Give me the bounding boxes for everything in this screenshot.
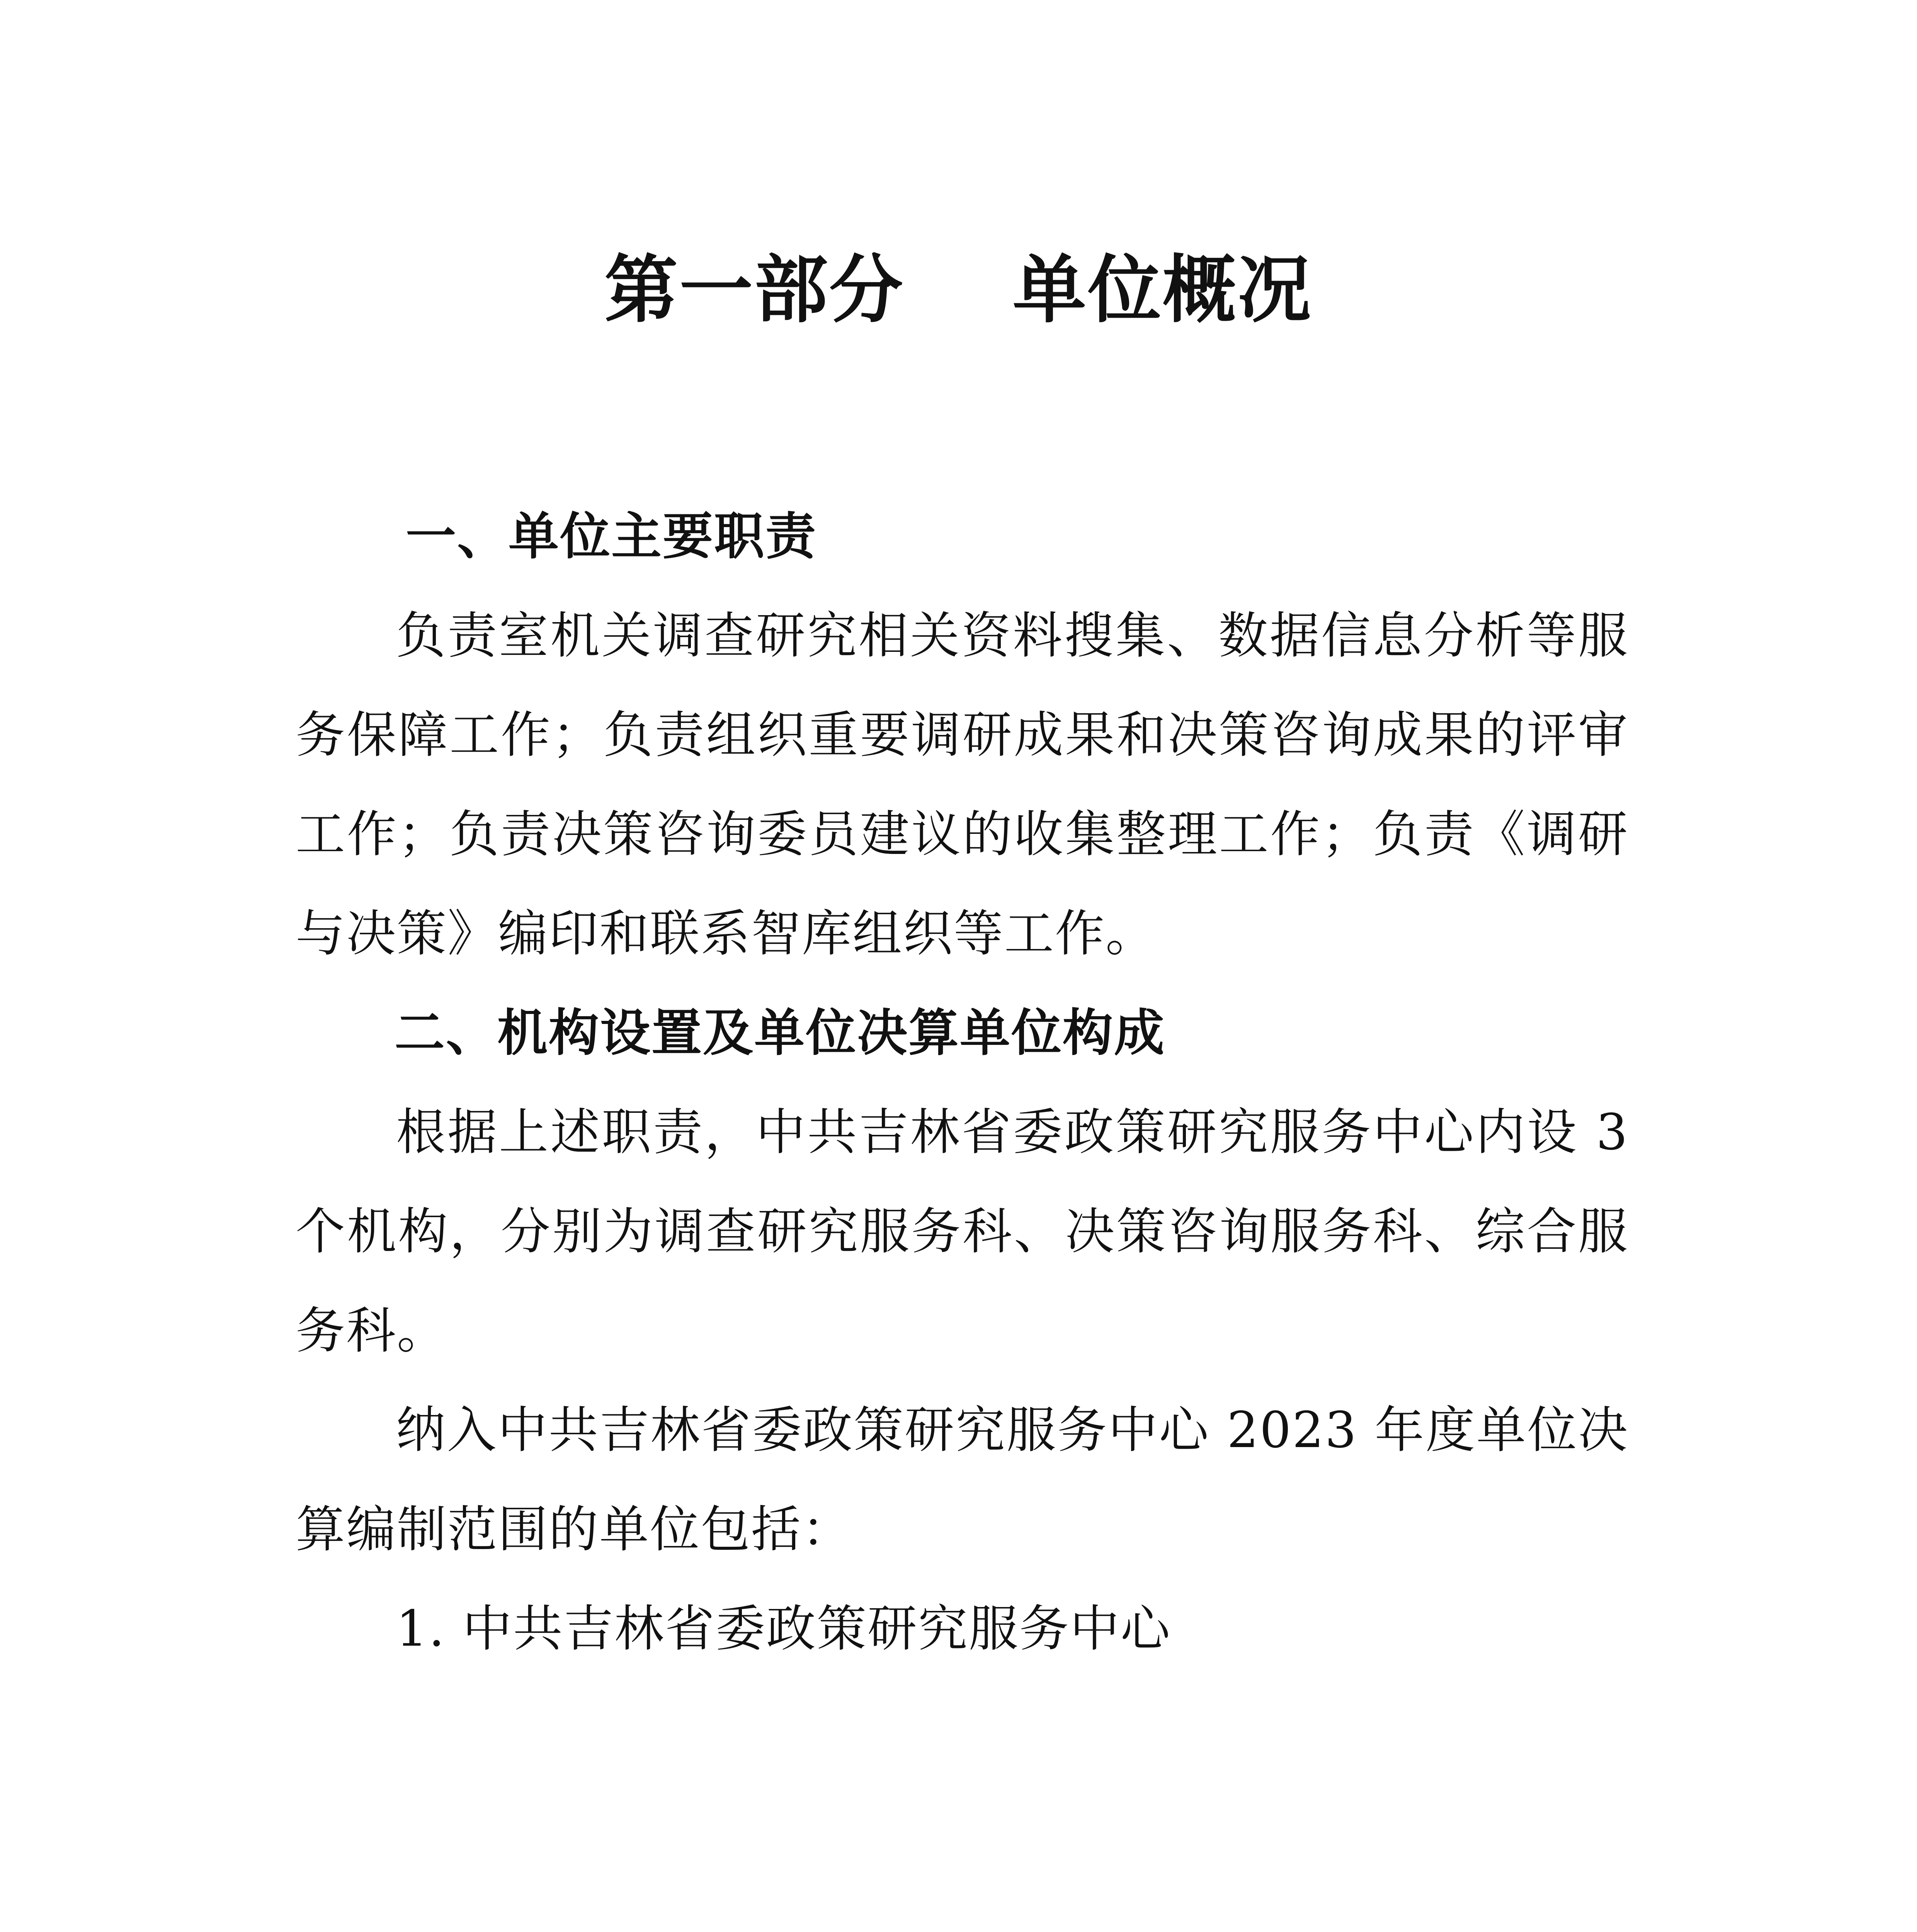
document-body (296, 487, 1629, 1679)
paragraph-duties: 负责室机关调查研究相关资料搜集、数据信息分析等服务保障工作；负责组织重要调研成果和决策咨询成果的评审工作；负责决策咨询委员建议的收集整理工作；负责《调研与决策》编印和联系智库组织等工作。 (296, 607, 1629, 963)
page-title: 第一部分 单位概况 (604, 247, 1313, 333)
section-heading-structure: 二、机构设置及单位决算单位构成 (395, 1003, 1166, 1062)
paragraph-structure: 根据上述职责，中共吉林省委政策研究服务中心内设 3 个机构，分别为调查研究服务科、决策咨询服务科、综合服务科。 (296, 1104, 1629, 1360)
list-item-unit: 1. 中共吉林省委政策研究服务中心 (396, 1600, 1171, 1658)
paragraph-scope: 纳入中共吉林省委政策研究服务中心 2023 年度单位决算编制范围的单位包括： (296, 1401, 1629, 1558)
section-heading-duties: 一、单位主要职责 (406, 507, 817, 566)
